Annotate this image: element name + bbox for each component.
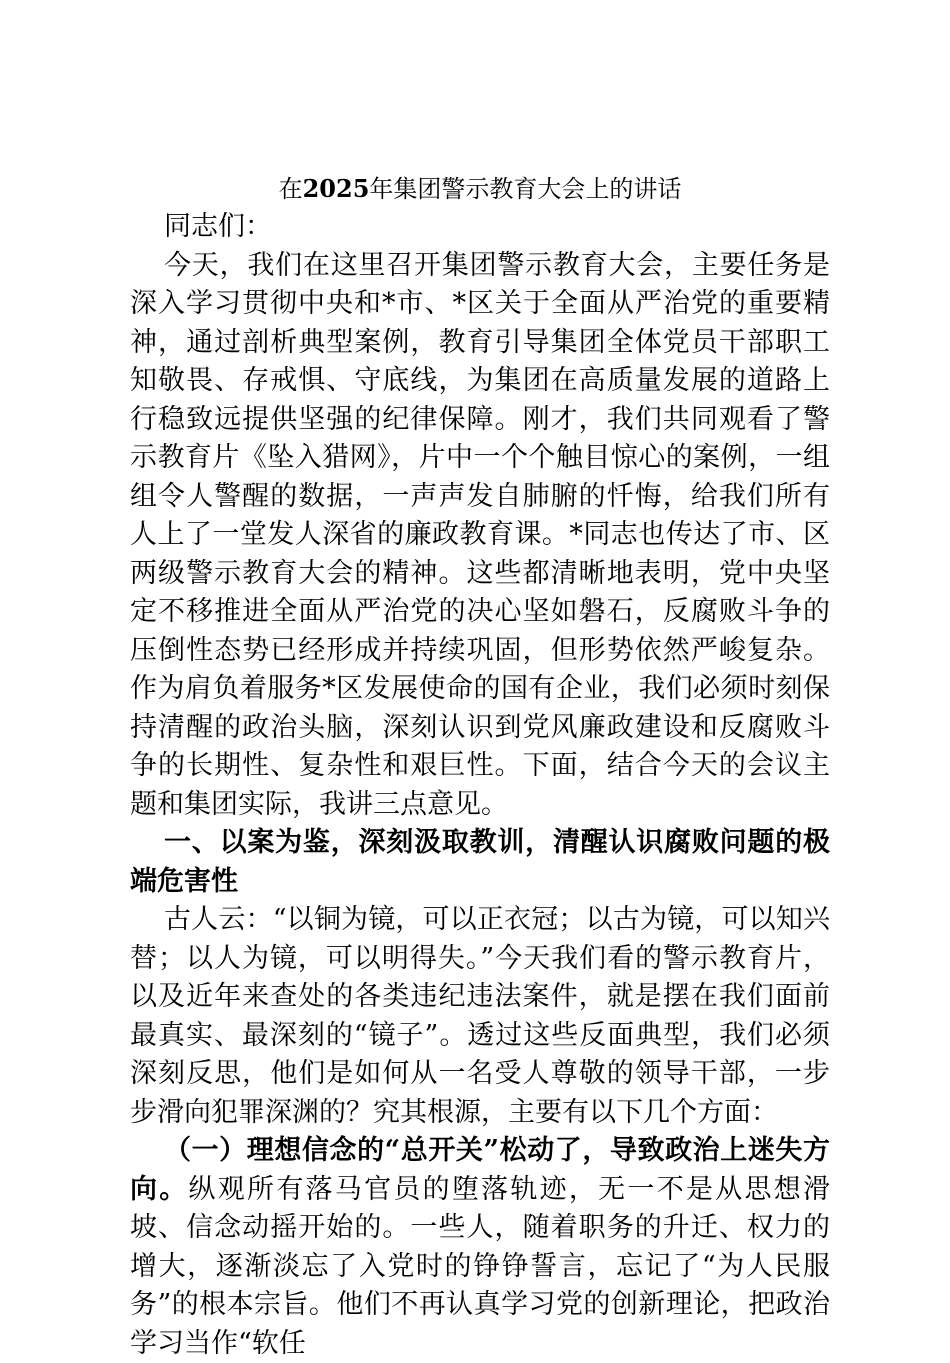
section-1-heading: 一、以案为鉴，深刻汲取教训，清醒认识腐败问题的极端危害性 [130,827,830,897]
document-page [130,170,830,1363]
title-year: 2025 [302,174,370,203]
greeting: 同志们： [164,211,272,242]
subsection-1-paragraph [130,1132,830,1363]
section-1-paragraph: 古人云：“以铜为镜，可以正衣冠；以古为镜，可以知兴替；以人为镜，可以明得失。”今天我们看的警示教育片，以及近年来查处的各类违纪违法案件，就是摆在我们面前最真实、最深刻的“镜子”。透过这些反面典型，我们必须深刻反思，他们是如何从一名受人尊敬的领导干部，一步步滑向犯罪深渊的？究其根源，主要有以下几个方面： [130,904,830,1128]
subsection-1-heading: （一）理想信念的“总开关”松动了，导致政治上迷失方向。 [130,1135,830,1205]
title-suffix: 年集团警示教育大会上的讲话 [369,175,682,203]
intro-paragraph: 今天，我们在这里召开集团警示教育大会，主要任务是深入学习贯彻中央和*市、*区关于全面从严治党的重要精神，通过剖析典型案例，教育引导集团全体党员干部职工知敬畏、存戒惧、守底线，为集团在高质量发展的道路上行稳致远提供坚强的纪律保障。刚才，我们共同观看了警示教育片《坠入猎网》，片中一个个触目惊心的案例，一组组令人警醒的数据，一声声发自肺腑的忏悔，给我们所有人上了一堂发人深省的廉政教育课。*同志也传达了市、区两级警示教育大会的精神。这些都清晰地表明，党中央坚定不移推进全面从严治党的决心坚如磐石，反腐败斗争的压倒性态势已经形成并持续巩固，但形势依然严峻复杂。作为肩负着服务*区发展使命的国有企业，我们必须时刻保持清醒的政治头脑，深刻认识到党风廉政建设和反腐败斗争的长期性、复杂性和艰巨性。下面，结合今天的会议主题和集团实际，我讲三点意见。 [130,249,830,820]
title-prefix: 在 [278,175,303,203]
subsection-1-text: 纵观所有落马官员的堕落轨迹，无一不是从思想滑坡、信念动摇开始的。一些人，随着职务的升迁、权力的增大，逐渐淡忘了入党时的铮铮誓言，忘记了“为人民服务”的根本宗旨。他们不再认真学习党的创新理论，把政治学习当作“软任 [130,1173,831,1359]
document-title [130,170,830,208]
